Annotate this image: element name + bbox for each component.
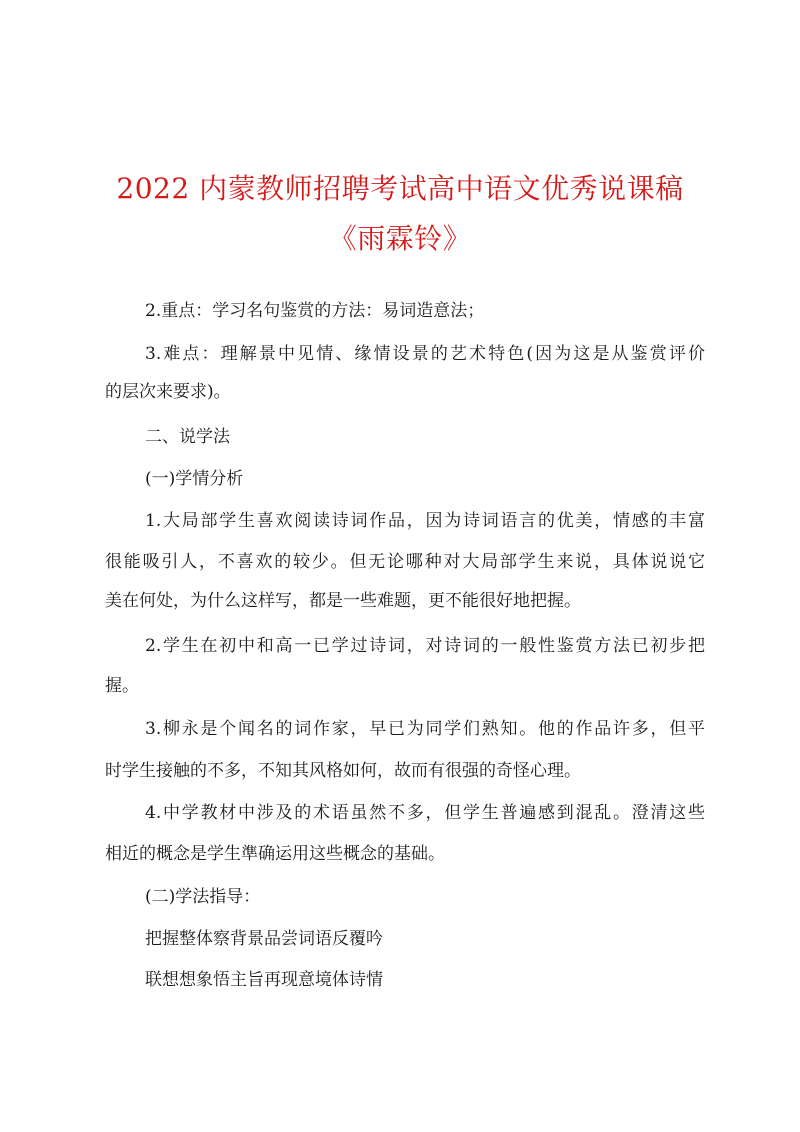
paragraph-line: 美在何处，为什么这样写，都是一些难题，更不能很好地把握。 — [105, 591, 581, 611]
paragraph-line: 的层次来要求)。 — [105, 382, 231, 402]
paragraph-line: 把握整体察背景品尝词语反覆吟 — [145, 929, 383, 949]
paragraph-line: 3.难点：理解景中见情、缘情设景的艺术特色(因为这是从鉴赏评价 — [145, 344, 705, 364]
document-subtitle: 《雨霖铃》 — [328, 222, 472, 255]
paragraph-line: 相近的概念是学生準确运用这些概念的基础。 — [105, 844, 445, 864]
document-title: 2022 内蒙教师招聘考试高中语文优秀说课稿 — [116, 172, 684, 205]
paragraph-line: 3.柳永是个闻名的词作家，早已为同学们熟知。他的作品许多，但平 — [145, 719, 705, 739]
paragraph-line: 1.大局部学生喜欢阅读诗词作品，因为诗词语言的优美，情感的丰富 — [145, 511, 705, 531]
paragraph-line: 联想想象悟主旨再现意境体诗情 — [145, 970, 383, 990]
paragraph-line: 2.重点：学习名句鉴赏的方法：易词造意法； — [145, 301, 485, 321]
paragraph-line: 4.中学教材中涉及的术语虽然不多，但学生普遍感到混乱。澄清这些 — [145, 803, 705, 823]
subsection-heading: (一)学情分析 — [145, 469, 244, 489]
paragraph-line: 2.学生在初中和高一已学过诗词，对诗词的一般性鉴赏方法已初步把 — [145, 636, 705, 656]
subsection-heading: (二)学法指导： — [145, 887, 261, 907]
paragraph-line: 时学生接触的不多，不知其风格如何，故而有很强的奇怪心理。 — [105, 761, 581, 781]
paragraph-line: 握。 — [105, 676, 139, 696]
section-heading: 二、说学法 — [145, 427, 230, 447]
paragraph-line: 很能吸引人，不喜欢的较少。但无论哪种对大局部学生来说，具体说说它 — [105, 552, 705, 572]
